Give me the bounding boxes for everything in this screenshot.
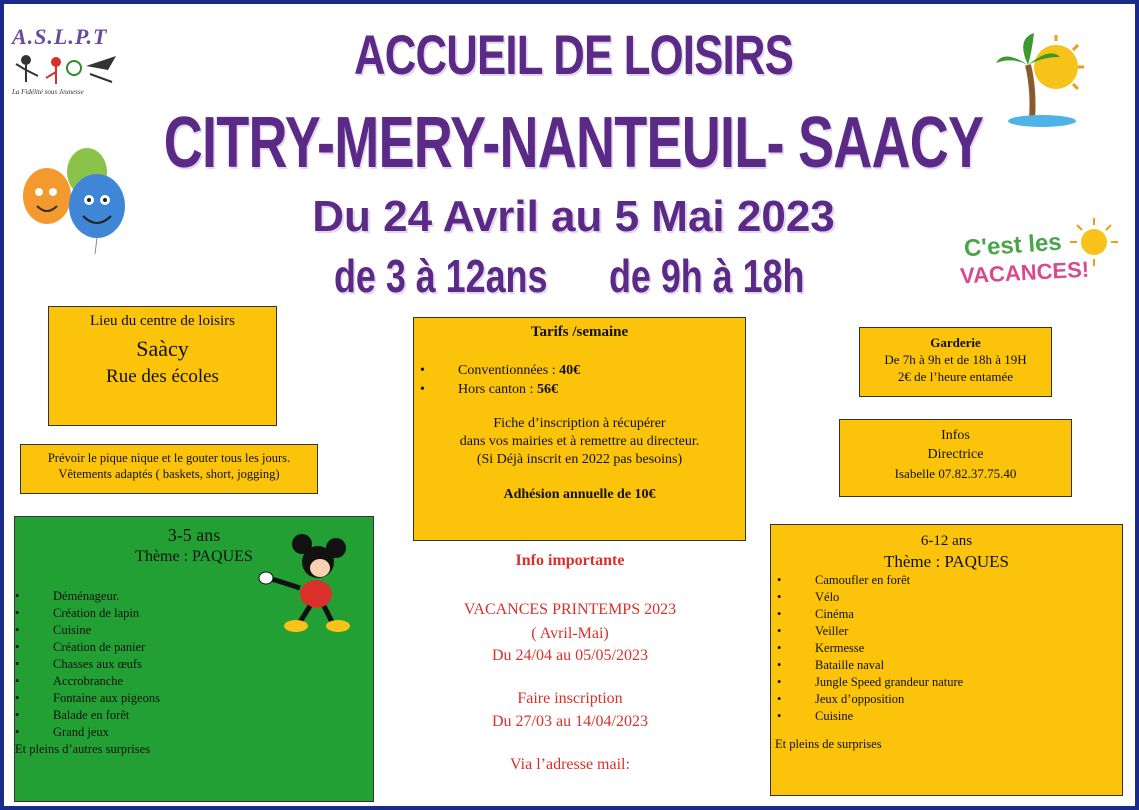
title-accueil: ACCUEIL DE LOISIRS (354, 23, 793, 86)
group-3-5-ages: 3-5 ans (167, 525, 221, 545)
group-6-12-ages: 6-12 ans (920, 533, 973, 549)
logo-subtitle: La Fidélité sous Jeunesse (12, 88, 84, 96)
vacances-line2: VACANCES! (959, 256, 1090, 289)
group-3-5-extra: Et pleins d’autres surprises (15, 742, 151, 756)
tarifs-list (414, 361, 745, 399)
title-towns: CITRY-MERY-NANTEUIL- SAACY (163, 103, 984, 183)
group-3-5-theme: Thème : PAQUES (135, 548, 253, 565)
palm-sun-icon (994, 29, 1089, 129)
infos-contact: Isabelle 07.82.37.75.40 (894, 466, 1017, 481)
list-item: • Camoufler en forêt (771, 572, 1122, 589)
list-item: • Fontaine aux pigeons (15, 690, 373, 707)
list-item: • Création de panier (15, 639, 373, 656)
vacances-line1: C'est les (963, 228, 1063, 263)
list-item: • Chasses aux œufs (15, 656, 373, 673)
info-line6: Via l’adresse mail: (510, 756, 630, 773)
prevoir-line1: Prévoir le pique nique et le gouter tous les jours. (47, 451, 291, 465)
list-item: • Cuisine (15, 622, 373, 639)
infos-title: Infos (941, 428, 970, 443)
list-item: • Création de lapin (15, 605, 373, 622)
info-line3: Du 24/04 au 05/05/2023 (492, 647, 648, 664)
list-item: • Kermesse (771, 640, 1122, 657)
info-line4: Faire inscription (517, 690, 623, 707)
tarifs-box (413, 317, 746, 541)
info-line2: ( Avril-Mai) (531, 625, 609, 642)
list-item: • Veiller (771, 623, 1122, 640)
garderie-title: Garderie (930, 335, 981, 350)
info-line1: VACANCES PRINTEMPS 2023 (463, 601, 677, 618)
mickey-icon (254, 534, 359, 634)
title-dates: Du 24 Avril au 5 Mai 2023 (312, 192, 835, 241)
fiche-text: Fiche d’inscription à récupérer dans vos mairies et à remettre au directeur. (Si Déjà inscrit en 2022 pas besoins) (459, 416, 700, 467)
vacances-badge (954, 216, 1124, 296)
prevoir-line2: Vêtements adaptés ( baskets, short, jogging) (58, 467, 280, 481)
info-line5: Du 27/03 au 14/04/2023 (492, 713, 648, 730)
info-title: Info importante (515, 552, 625, 569)
tarif-item: • Hors canton : 56€ (414, 380, 745, 399)
group-6-12-list (771, 572, 1122, 725)
garderie-hours: De 7h à 9h et de 18h à 19H (884, 352, 1027, 367)
list-item: • Déménageur. (15, 588, 373, 605)
list-item: • Cinéma (771, 606, 1122, 623)
list-item: • Accrobranche (15, 673, 373, 690)
adhesion-text: Adhésion annuelle de 10€ (503, 487, 656, 502)
list-item: • Balade en forêt (15, 707, 373, 724)
lieu-town: Saàcy (136, 336, 189, 361)
group-6-12-theme: Thème : PAQUES (884, 552, 1009, 571)
aslpt-logo (12, 24, 122, 104)
group-6-12-extra: Et pleins de surprises (775, 737, 882, 751)
garderie-box (859, 327, 1052, 397)
infos-role: Directrice (927, 447, 984, 462)
title-hours: de 9h à 18h (609, 250, 805, 302)
lieu-label: Lieu du centre de loisirs (90, 313, 235, 329)
infos-box (839, 419, 1072, 497)
group-6-12-box (770, 524, 1123, 796)
tarifs-title: Tarifs /semaine (530, 324, 629, 340)
lieu-box (48, 306, 277, 426)
list-item: • Vélo (771, 589, 1122, 606)
list-item: • Cuisine (771, 708, 1122, 725)
list-item: • Grand jeux (15, 724, 373, 741)
list-item: • Bataille naval (771, 657, 1122, 674)
logo-text: A.S.L.P.T (12, 24, 108, 49)
garderie-price: 2€ de l’heure entamée (897, 369, 1014, 384)
list-item: • Jeux d’opposition (771, 691, 1122, 708)
list-item: • Jungle Speed grandeur nature (771, 674, 1122, 691)
title-ages: de 3 à 12ans (334, 250, 548, 302)
lieu-street: Rue des écoles (106, 366, 219, 387)
tarif-item: • Conventionnées : 40€ (414, 361, 745, 380)
prevoir-box (20, 444, 318, 494)
